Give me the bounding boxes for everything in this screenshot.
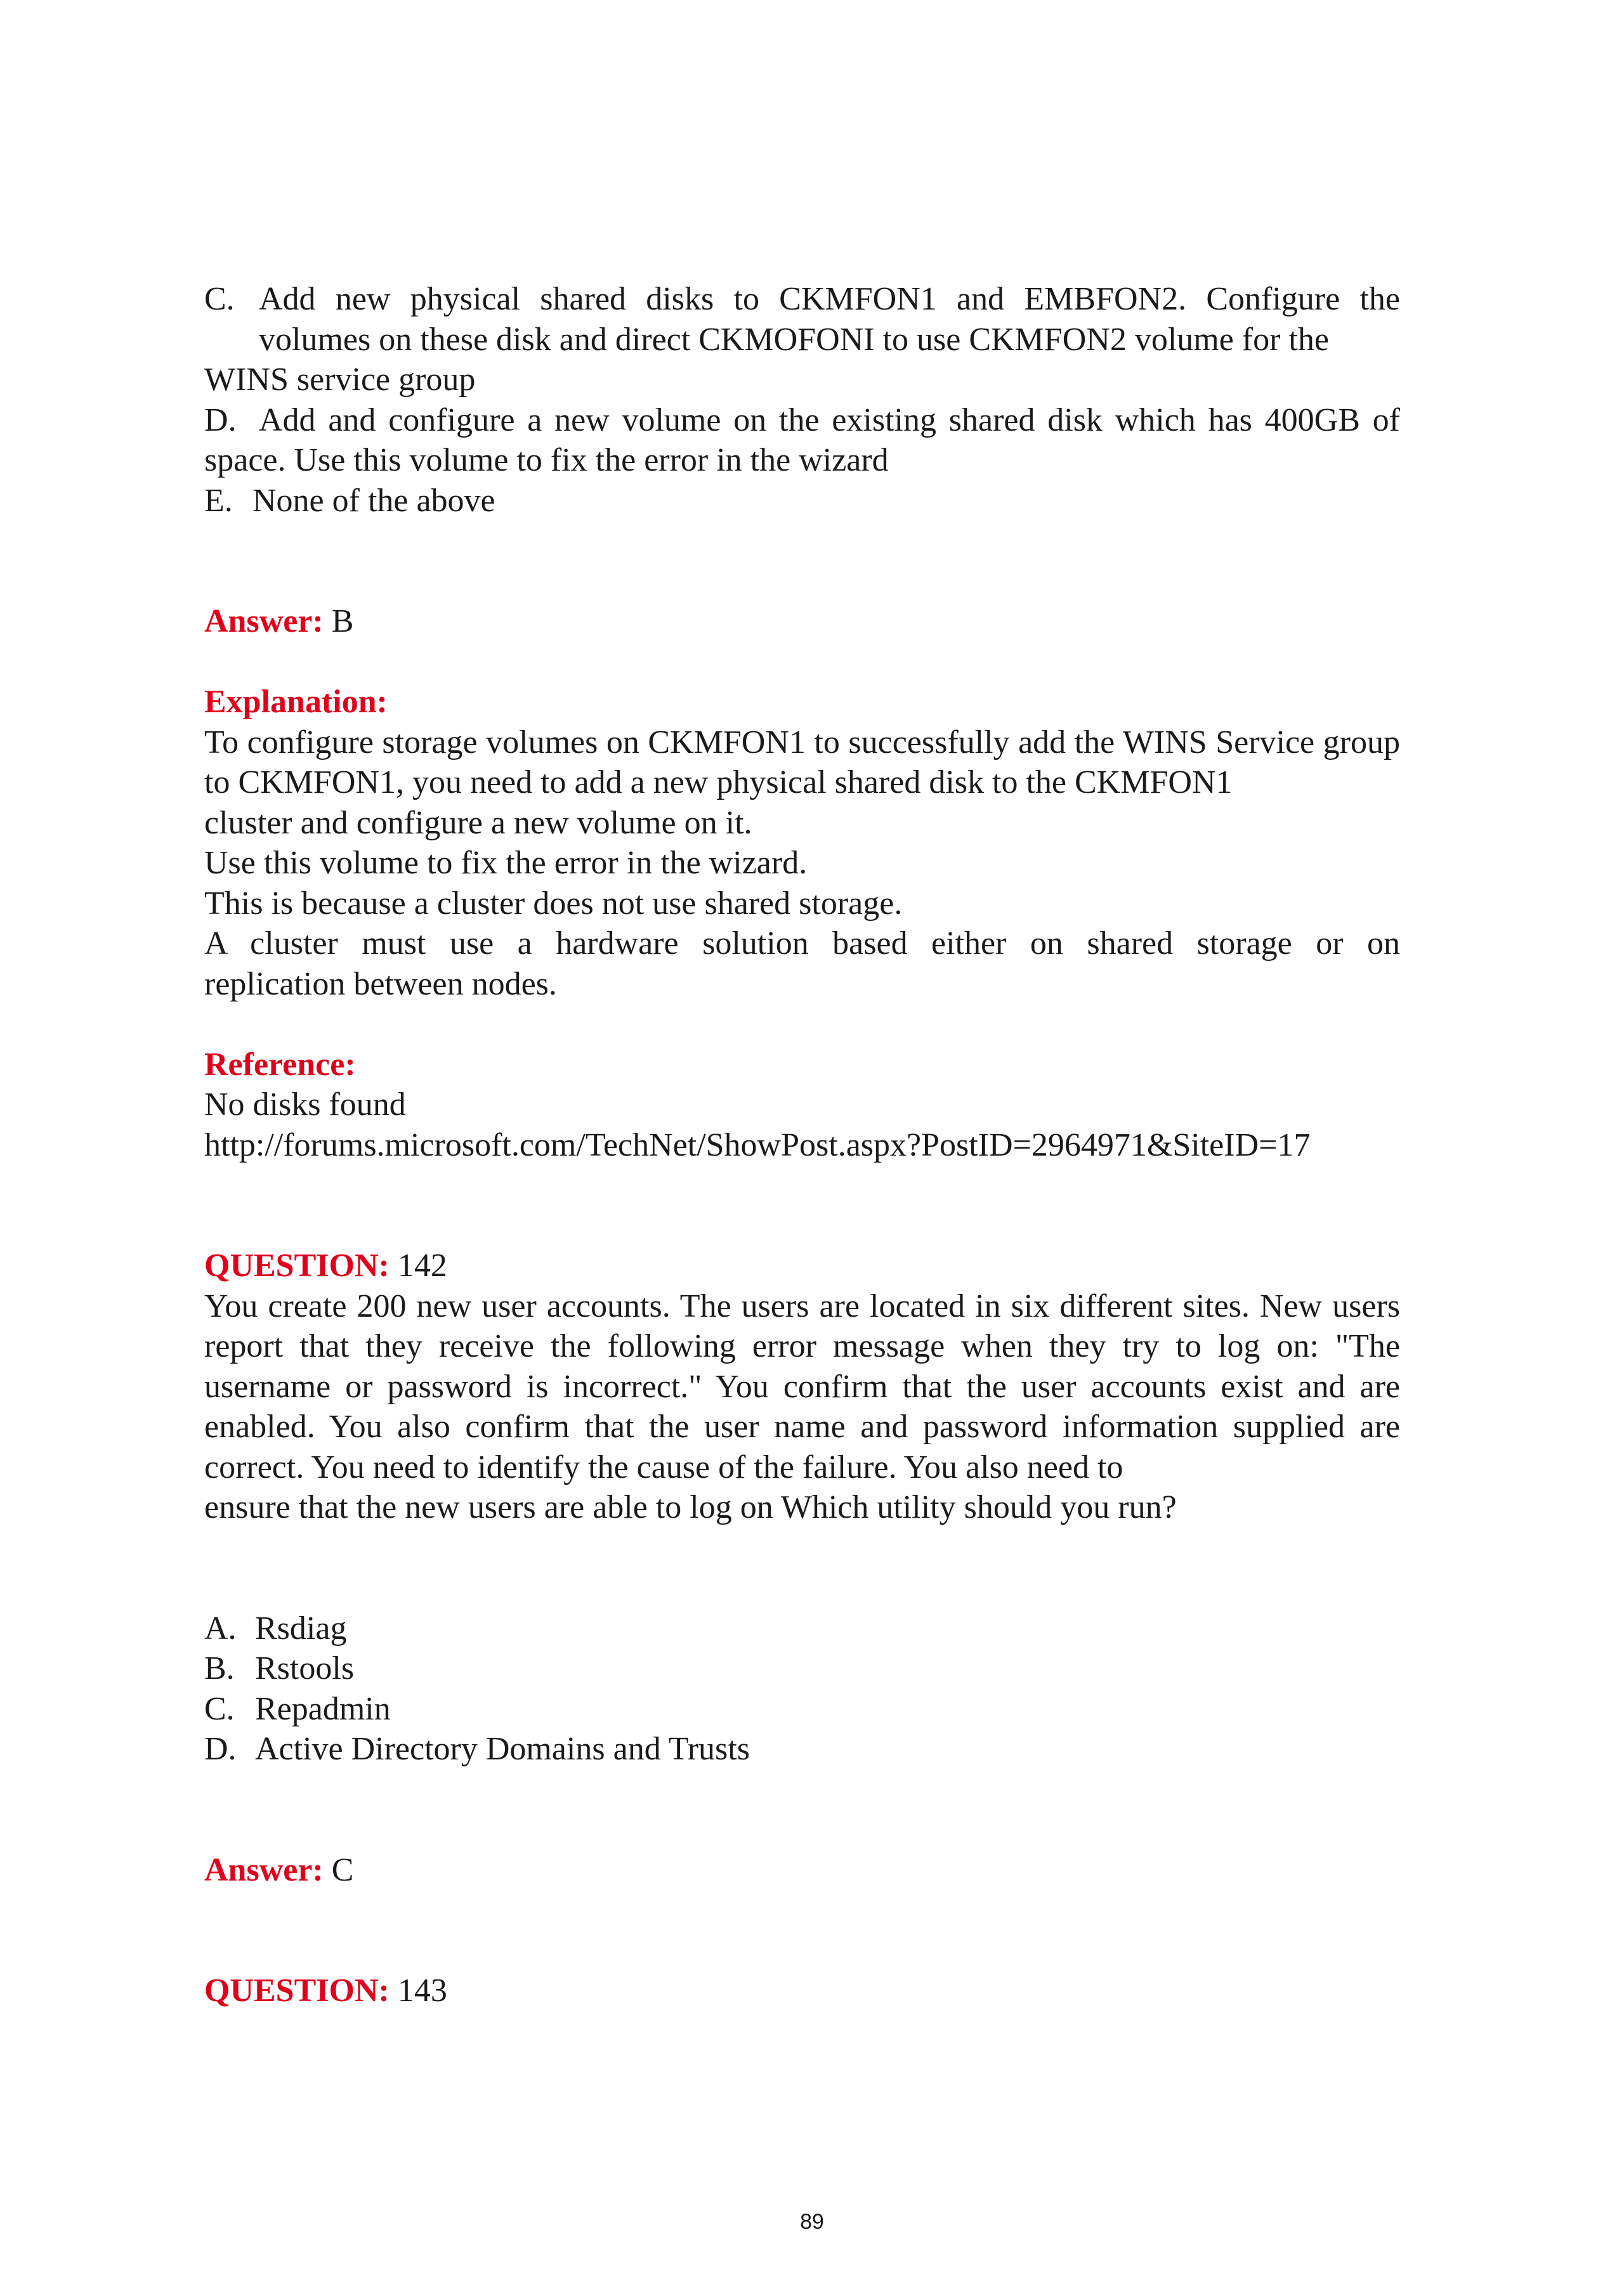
question-number: 143: [397, 1973, 447, 2009]
reference-link[interactable]: http://forums.microsoft.com/TechNet/ShowPost.aspx?PostID=2964971&SiteID=17: [204, 1126, 1311, 1163]
page-number: 89: [800, 2210, 824, 2234]
option-letter: C.: [204, 281, 235, 317]
spacer: [204, 1770, 1400, 1850]
answer-label: Answer:: [204, 603, 324, 639]
option-text: Rsdiag: [255, 1610, 347, 1647]
reference-text: No disks found: [204, 1086, 406, 1123]
option-letter: D.: [204, 1731, 237, 1767]
answer-line: [204, 1850, 1400, 1891]
option-d: [204, 400, 1400, 481]
option-letter: D.: [204, 401, 237, 438]
spacer: [204, 521, 1400, 601]
option-text: Rstools: [255, 1650, 355, 1686]
option-text-continued: WINS service group: [204, 362, 476, 398]
question-label: QUESTION:: [204, 1973, 390, 2009]
explanation-paragraph: To configure storage volumes on CKMFON1 to successfully add the WINS Service group to CKMFON1, you need to add a new physical shared disk to the CKMFON1: [204, 724, 1400, 800]
answer-line: [204, 601, 1400, 642]
option-a: [204, 1608, 1400, 1649]
option-letter: A.: [204, 1610, 237, 1647]
option-text: Add new physical shared disks to CKMFON1 and EMBFON2. Configure the volumes on these disk and direct CKMOFONI to use CKMFON2 volume for the: [259, 281, 1400, 358]
question-heading: [204, 1971, 1400, 2011]
spacer: [204, 1004, 1400, 1045]
explanation-heading: Explanation:: [204, 684, 388, 720]
explanation-paragraph: A cluster must use a hardware solution based either on shared storage or on: [204, 925, 1400, 962]
question-body: You create 200 new user accounts. The users are located in six different sites. New users report that they receive the following error message when they try to log on: "The username or password is incorrect." You confirm that the user accounts exist and are enabled. You also confirm that the user name and password information supplied are correct. You need to identify the cause of the failure. You also need to: [204, 1288, 1400, 1485]
explanation-paragraph-end: cluster and configure a new volume on it.: [204, 804, 752, 841]
option-d: [204, 1729, 1400, 1770]
reference-heading: Reference:: [204, 1046, 356, 1083]
explanation-line: Use this volume to fix the error in the wizard.: [204, 845, 808, 881]
spacer: [204, 1890, 1400, 1971]
option-text: Add and configure a new volume on the existing shared disk which has 400GB of space. Use this volume to fix the error in the wizard: [204, 401, 1400, 478]
spacer: [204, 1528, 1400, 1608]
question-label: QUESTION:: [204, 1248, 390, 1284]
answer-value: C: [331, 1851, 354, 1888]
answer-value: B: [331, 603, 354, 639]
spacer: [204, 1165, 1400, 1246]
option-letter: E.: [204, 482, 233, 519]
option-e: [204, 481, 1400, 521]
option-text: Repadmin: [255, 1690, 391, 1727]
option-c: [204, 1689, 1400, 1730]
question-body-end: ensure that the new users are able to log on Which utility should you run?: [204, 1489, 1177, 1525]
question-number: 142: [397, 1248, 447, 1284]
answer-label: Answer:: [204, 1851, 324, 1888]
option-letter: C.: [204, 1690, 235, 1727]
option-text: None of the above: [252, 482, 495, 519]
option-letter: B.: [204, 1650, 235, 1686]
page-content: [204, 279, 1400, 2011]
question-heading: [204, 1246, 1400, 1286]
explanation-paragraph-end: replication between nodes.: [204, 965, 557, 1002]
option-text: Active Directory Domains and Trusts: [255, 1731, 750, 1767]
spacer: [204, 642, 1400, 682]
explanation-line: This is because a cluster does not use shared storage.: [204, 885, 903, 922]
option-c: [204, 279, 1400, 360]
option-b: [204, 1648, 1400, 1689]
